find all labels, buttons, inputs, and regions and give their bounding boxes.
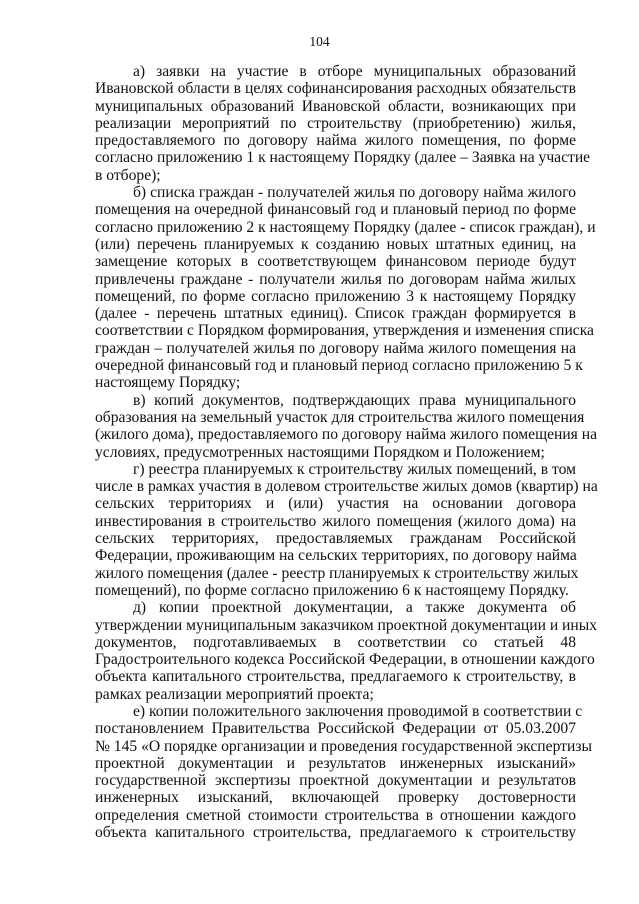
text-line: помещений, по форме согласно приложению 3 к настоящему Порядку bbox=[95, 287, 576, 305]
text-line: привлечены граждане - получатели жилья по договорам найма жилых bbox=[95, 270, 576, 288]
text-line: утверждении муниципальным заказчиком проектной документации и иных bbox=[95, 616, 598, 634]
text-line: объекта капитального строительства, предлагаемого к строительству, в bbox=[95, 668, 576, 686]
text-line: настоящему Порядку; bbox=[95, 374, 241, 392]
text-line: реализации мероприятий по строительству (приобретению) жилья, bbox=[95, 114, 576, 132]
document-body bbox=[95, 63, 598, 842]
text-line: (или) перечень планируемых к созданию новых штатных единиц, на bbox=[95, 235, 576, 253]
text-line: муниципальных образований Ивановской области, возникающих при bbox=[95, 97, 576, 115]
text-line: б) списка граждан - получателей жилья по договору найма жилого bbox=[133, 184, 576, 202]
text-line: образования на земельный участок для строительства жилого помещения bbox=[95, 408, 585, 426]
text-line: условиях, предусмотренных настоящими Порядком и Положением; bbox=[95, 443, 545, 461]
text-line: граждан – получателей жилья по договору найма жилого помещения на bbox=[95, 339, 576, 357]
text-line: согласно приложению 1 к настоящему Порядку (далее – Заявка на участие bbox=[95, 149, 591, 167]
text-line: числе в рамках участия в долевом строительстве жилых домов (квартир) на bbox=[95, 478, 598, 496]
page-number: 104 bbox=[309, 34, 330, 49]
text-line: согласно приложению 2 к настоящему Порядку (далее - список граждан), и bbox=[95, 218, 596, 236]
text-line: в отборе); bbox=[95, 166, 161, 184]
paragraph-e bbox=[95, 702, 592, 842]
paragraph-v bbox=[95, 391, 598, 461]
text-line: д) копии проектной документации, а также документа об bbox=[133, 599, 576, 617]
text-line: г) реестра планируемых к строительству жилых помещений, в том bbox=[133, 460, 576, 478]
text-line: Градостроительного кодекса Российской Федерации, в отношении каждого bbox=[95, 651, 595, 669]
text-line: рамках реализации мероприятий проекта; bbox=[95, 685, 374, 703]
text-line: постановлением Правительства Российской Федерации от 05.03.2007 bbox=[95, 720, 576, 738]
text-line: жилого помещения (далее - реестр планируемых к строительству жилых bbox=[95, 564, 579, 582]
text-line: помещений), по форме согласно приложению 6 к настоящему Порядку. bbox=[95, 581, 569, 599]
text-line: (жилого дома), предоставляемого по договору найма жилого помещения на bbox=[95, 426, 598, 444]
paragraph-d bbox=[95, 599, 598, 703]
text-line: замещение которых в соответствующем финансовом периоде будут bbox=[95, 253, 576, 271]
text-line: соответствии с Порядком формирования, утверждения и изменения списка bbox=[95, 322, 594, 340]
text-line: Ивановской области в целях софинансирования расходных обязательств bbox=[95, 80, 576, 98]
text-line: инженерных изысканий, включающей проверку достоверности bbox=[95, 789, 576, 807]
text-line: в) копий документов, подтверждающих права муниципального bbox=[133, 391, 576, 409]
text-line: документов, подготавливаемых в соответствии со статьей 48 bbox=[95, 633, 576, 651]
text-line: Федерации, проживающим на сельских территориях, по договору найма bbox=[95, 547, 577, 565]
text-line: объекта капитального строительства, предлагаемого к строительству bbox=[95, 824, 576, 842]
text-line: инвестирования в строительство жилого помещения (жилого дома) на bbox=[95, 512, 576, 530]
paragraph-a bbox=[95, 63, 591, 184]
text-line: определения сметной стоимости строительства в отношении каждого bbox=[95, 806, 576, 824]
text-line: проектной документации и результатов инженерных изысканий» bbox=[95, 754, 576, 772]
text-line: очередной финансовый год и плановый период согласно приложению 5 к bbox=[95, 357, 583, 375]
text-line: предоставляемого по договору найма жилого помещения, по форме bbox=[95, 132, 576, 150]
text-line: № 145 «О порядке организации и проведения государственной экспертизы bbox=[95, 737, 592, 755]
text-line: а) заявки на участие в отборе муниципальных образований bbox=[133, 63, 576, 80]
text-line: сельских территориях, предоставляемых гражданам Российской bbox=[95, 530, 576, 548]
paragraph-g bbox=[95, 460, 598, 599]
text-line: сельских территориях и (или) участия на основании договора bbox=[95, 495, 576, 513]
text-line: помещения на очередной финансовый год и плановый период по форме bbox=[95, 201, 576, 219]
text-line: (далее - перечень штатных единиц). Список граждан формируется в bbox=[95, 305, 576, 323]
text-line: государственной экспертизы проектной документации и результатов bbox=[95, 772, 576, 790]
paragraph-b bbox=[95, 184, 596, 392]
text-line: е) копии положительного заключения проводимой в соответствии с bbox=[133, 702, 583, 720]
